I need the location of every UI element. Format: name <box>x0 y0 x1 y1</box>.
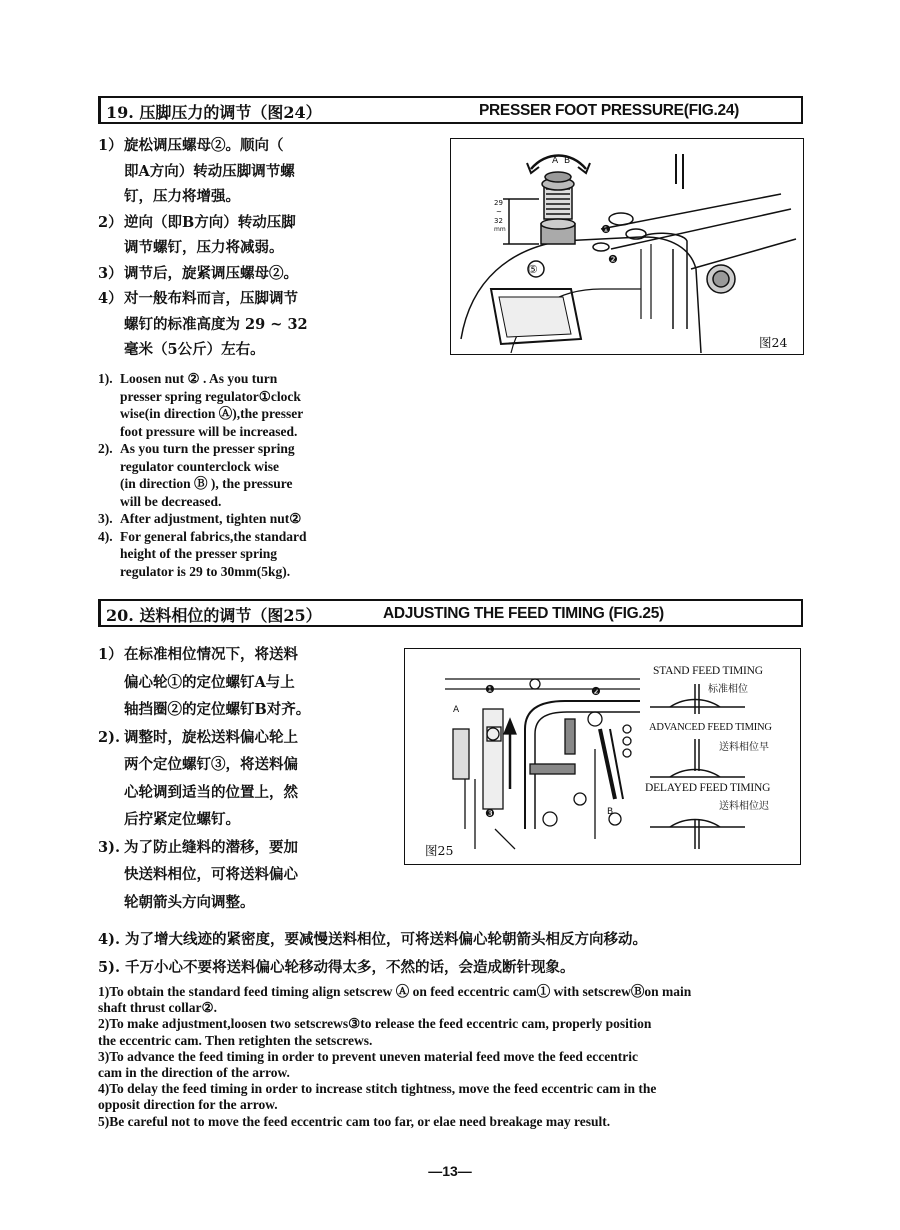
s20-zh-step-1: 1） 在标准相位情况下，将送料 偏心轮①的定位螺钉A与上 轴挡圈②的定位螺钉B对齐。 <box>98 646 311 718</box>
section-20-title-en: ADJUSTING THE FEED TIMING (FIG.25) <box>383 605 664 622</box>
section-19-steps-zh <box>98 133 443 363</box>
figure-24 <box>450 138 804 355</box>
stand-feed-timing-label: STAND FEED TIMING <box>653 665 763 677</box>
presser-foot-illustration <box>451 139 802 353</box>
s20-zh-step-5: 5). 千万小心不要将送料偏心轮移动得太多，不然的话，会造成断针现象。 <box>98 959 575 976</box>
s20-zh-step-3: 3). 为了防止缝料的潜移，要加 快送料相位，可将送料偏心 轮朝箭头方向调整。 <box>98 838 298 911</box>
page-number: —13— <box>428 1163 472 1179</box>
section-19-title-en: PRESSER FOOT PRESSURE(FIG.24) <box>479 102 740 119</box>
s20-en-step-3: 3)To advance the feed timing in order to prevent uneven material feed move the feed eccentric cam in the direction of the arrow. <box>98 1048 639 1081</box>
delayed-feed-timing-label: DELAYED FEED TIMING <box>645 782 771 794</box>
advanced-feed-timing-label-zh: 送料相位早 <box>719 742 769 753</box>
s20-en-step-1: 1)To obtain the standard feed timing align setscrew Ⓐ on feed eccentric cam① with setscrewⒷon main shaft thrust collar②. <box>98 984 692 1016</box>
advanced-feed-timing-label: ADVANCED FEED TIMING <box>649 722 772 733</box>
marker-2-label: ❷ <box>608 253 618 266</box>
marker-5-label: ⑤ <box>528 263 538 276</box>
figure-24-caption: 图24 <box>759 335 788 350</box>
fig25-marker-a-label: A <box>453 705 460 715</box>
section-20-steps-zh <box>98 641 398 916</box>
s19-en-step-4: 4). For general fabrics,the standard height of the presser spring regulator is 29 to 30mm(5kg). <box>98 528 307 579</box>
s19-zh-step-3: 3） 调节后，旋紧调压螺母②。 <box>98 264 298 282</box>
dimension-bottom-label: 32 <box>494 217 503 225</box>
marker-1-label: ❶ <box>601 223 611 236</box>
section-20-steps-en <box>98 984 813 1130</box>
s19-en-step-1: 1). Loosen nut ② . As you turn presser spring regulator①clock wise(in direction Ⓐ),the presser foot pressure will be increased. <box>98 371 304 439</box>
marker-a-label: A <box>552 156 559 166</box>
section-19-header <box>98 96 803 124</box>
fig25-marker-b-label: B <box>607 807 614 817</box>
s19-en-step-3: 3). After adjustment, tighten nut② <box>98 511 302 526</box>
delayed-feed-timing-label-zh: 送料相位迟 <box>719 801 769 812</box>
s19-zh-step-1: 1） 旋松调压螺母②。顺向（ 即A方向）转动压脚调节螺 钉，压力将增强。 <box>98 137 295 205</box>
s19-en-step-2: 2). As you turn the presser spring regulator counterclock wise (in direction Ⓑ ), the pressure will be decreased. <box>98 441 295 509</box>
figure-25-caption: 图25 <box>425 843 454 858</box>
s20-zh-step-2: 2). 调整时，旋松送料偏心轮上 两个定位螺钉③，将送料偏 心轮调到适当的位置上，然 后拧紧定位螺钉。 <box>98 728 298 828</box>
s19-zh-step-2: 2） 逆向（即B方向）转动压脚 调节螺钉，压力将减弱。 <box>98 213 296 256</box>
s20-en-step-2: 2)To make adjustment,loosen two setscrews③to release the feed eccentric cam, properly position the eccentric cam. Then retighten the setscrews. <box>98 1016 652 1048</box>
section-19-steps-en <box>98 370 348 580</box>
fig25-marker-2-label: ❷ <box>591 685 601 698</box>
dimension-unit-label: mm <box>494 226 506 233</box>
s20-en-step-5: 5)Be careful not to move the feed eccentric cam too far, or elae need breakage may result. <box>98 1113 611 1129</box>
fig25-marker-3-label: ❸ <box>485 807 495 820</box>
stand-feed-timing-label-zh: 标准相位 <box>708 684 748 695</box>
section-20-title-zh: 20. 送料相位的调节（图25） <box>106 606 322 625</box>
s20-zh-step-4: 4). 为了增大线迹的紧密度，要减慢送料相位，可将送料偏心轮朝箭头相反方向移动。 <box>98 931 648 948</box>
figure-25 <box>404 648 801 865</box>
section-20-header <box>98 599 803 627</box>
dimension-separator-label: ~ <box>496 208 502 216</box>
section-19-title-zh: 19. 压脚压力的调节（图24） <box>106 103 322 122</box>
fig25-marker-1-label: ❶ <box>485 683 495 696</box>
s20-en-step-4: 4)To delay the feed timing in order to increase stitch tightness, move the feed eccentric cam in the opposit direction for the arrow. <box>98 1081 657 1113</box>
s19-zh-step-4: 4） 对一般布料而言，压脚调节 螺钉的标准高度为 29 ~ 32 毫米（5公斤）左右。 <box>98 290 308 358</box>
marker-b-label: B <box>564 156 571 166</box>
dimension-top-label: 29 <box>494 199 503 207</box>
